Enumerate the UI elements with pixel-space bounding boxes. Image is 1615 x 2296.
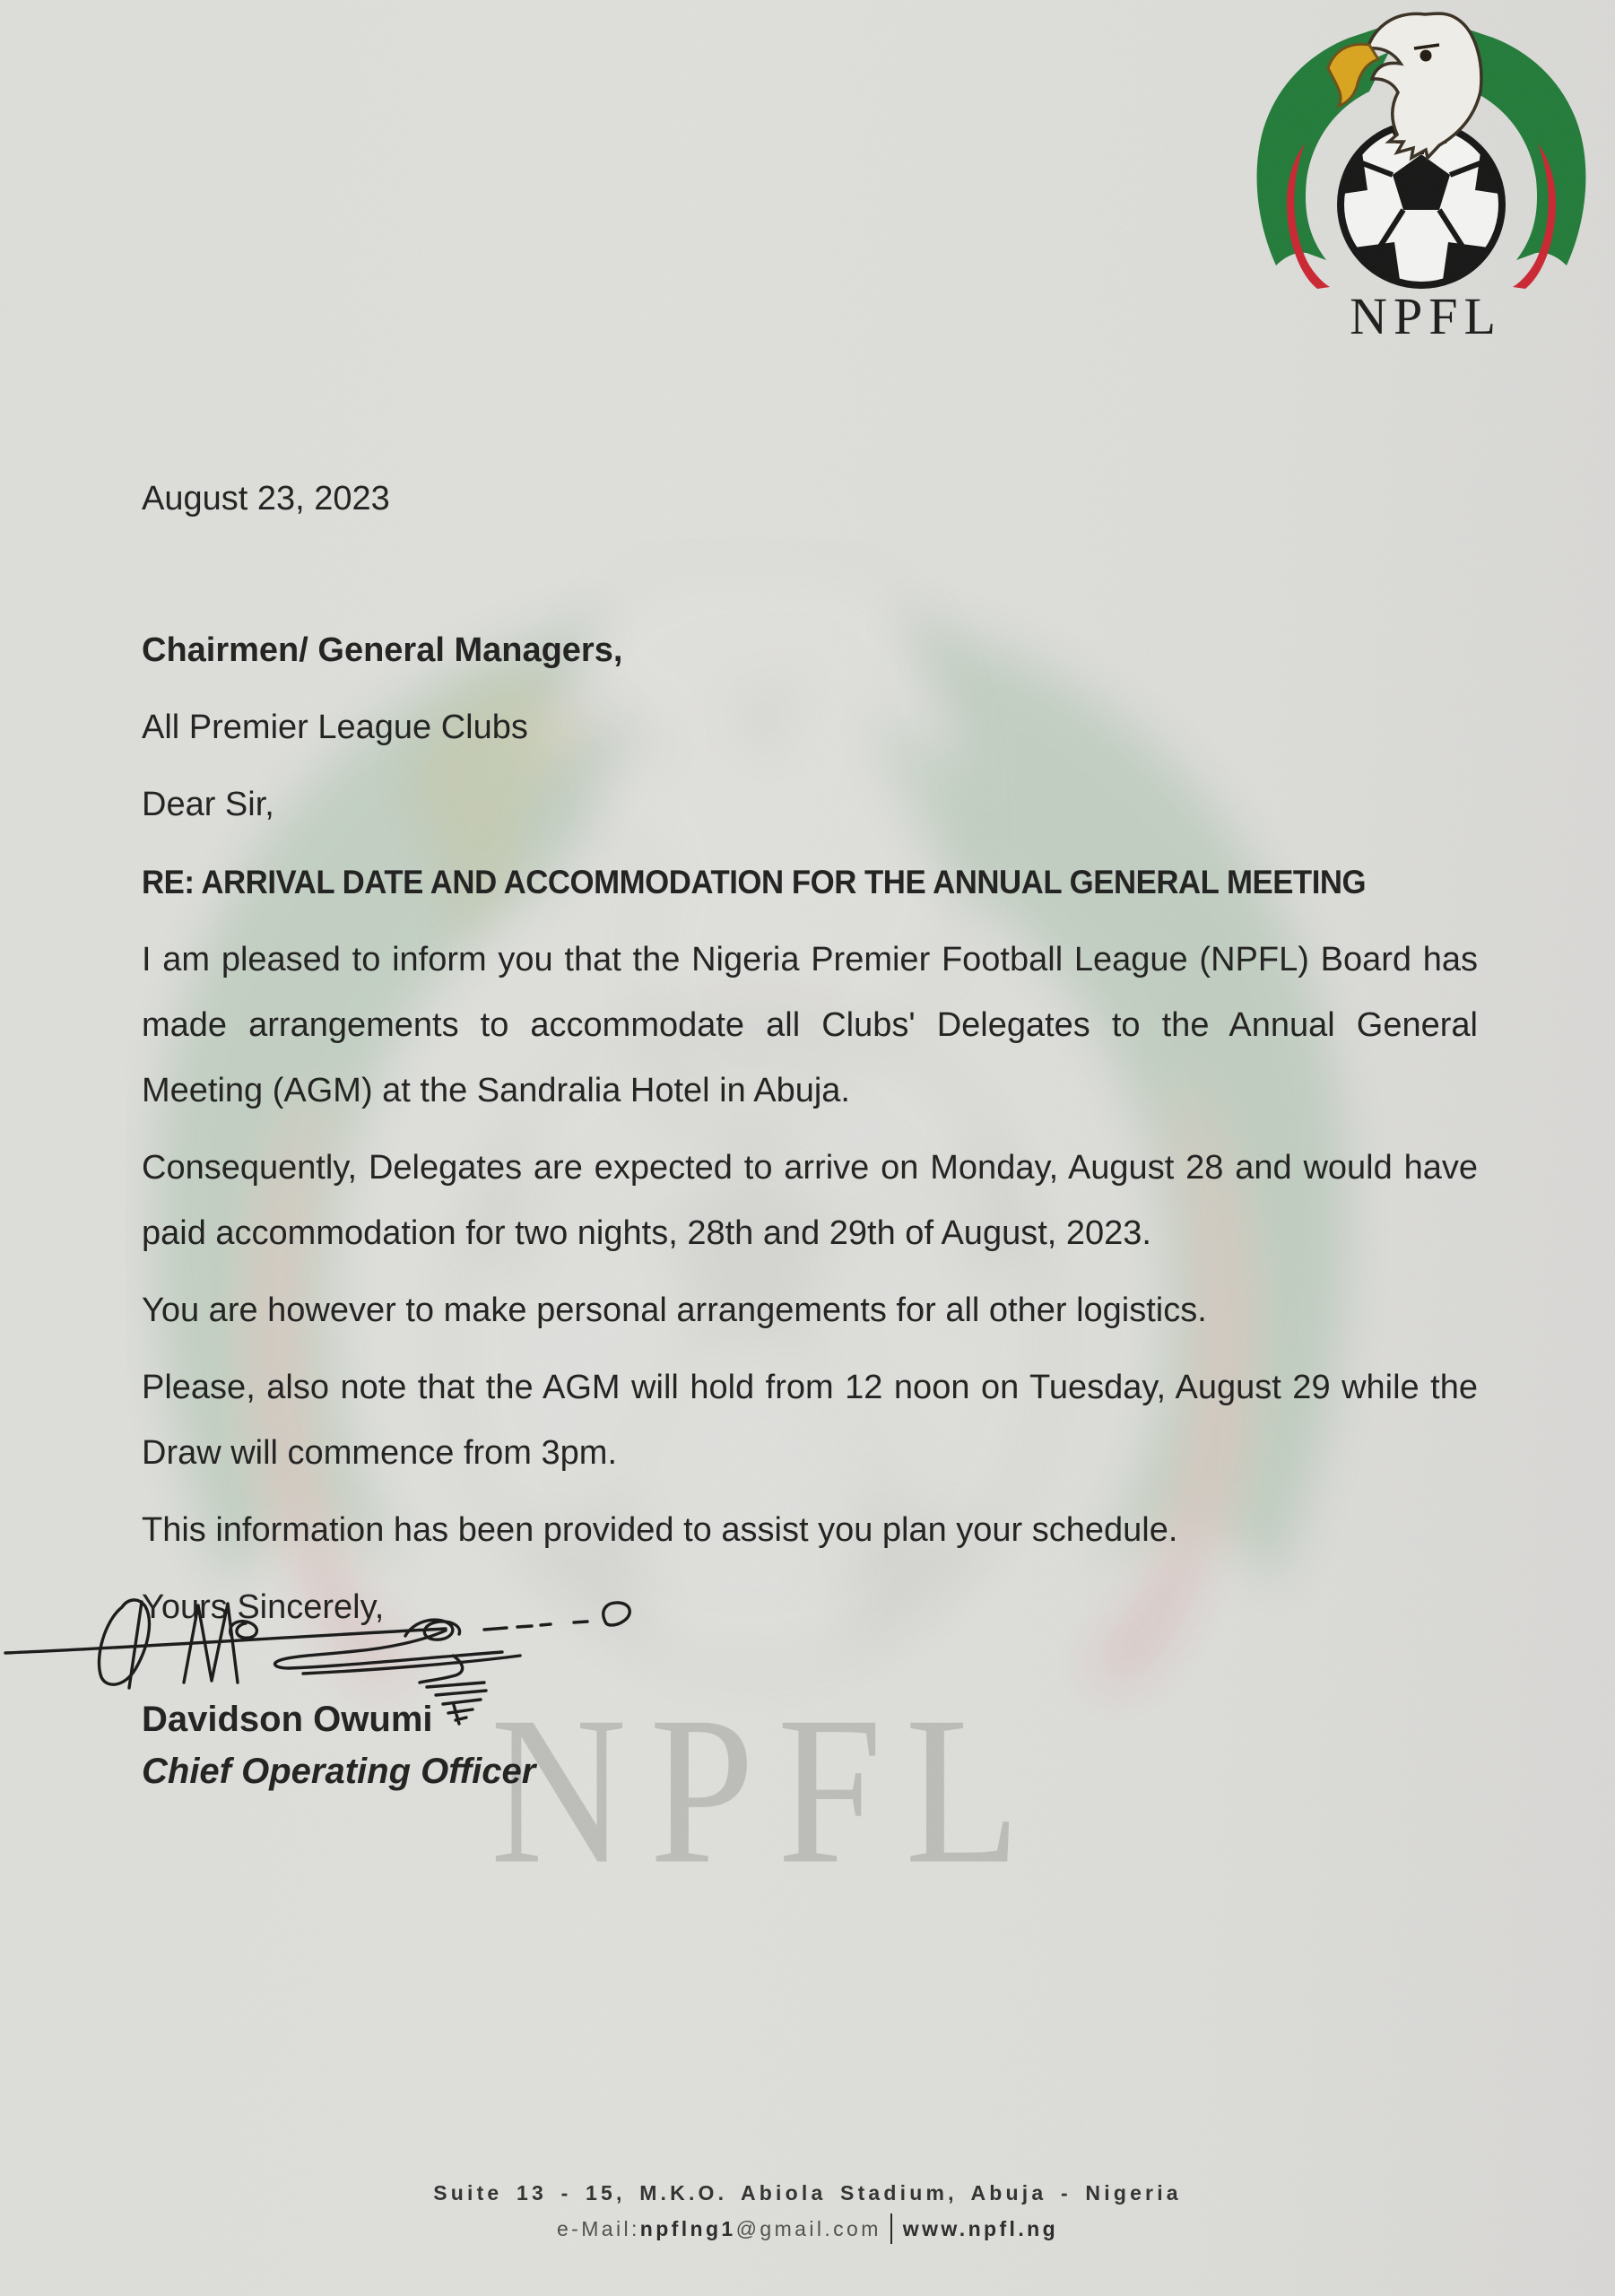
body-paragraph: Please, also note that the AGM will hold from 12 noon on Tuesday, August 29 while the Draw will commence from 3pm. [142, 1369, 1478, 1472]
signatory-title: Chief Operating Officer [142, 1752, 536, 1791]
salutation: Dear Sir, [142, 786, 274, 823]
email-label: e-Mail: [556, 2217, 640, 2240]
email-user: npflng1 [639, 2217, 736, 2240]
recipient-line: All Premier League Clubs [142, 709, 528, 746]
body-paragraph: I am pleased to inform you that the Nigeria Premier Football League (NPFL) Board has made arrangements to accommodate all Clubs' Delegates to the Annual General Meeting (AGM) at the Sandralia Hotel in Abuja. [142, 941, 1478, 1109]
footer [0, 2181, 1615, 2244]
closing-line: Yours Sincerely, [142, 1588, 385, 1626]
body-paragraph: Consequently, Delegates are expected to arrive on Monday, August 28 and would have paid accommodation for two nights, 28th and 29th of August, 2023. [142, 1149, 1478, 1252]
subject-line [142, 849, 1478, 916]
signature-scribble [0, 1596, 682, 1749]
letter-date: August 23, 2023 [142, 480, 390, 517]
footer-contact [0, 2213, 1615, 2244]
email-domain: @gmail.com [735, 2217, 881, 2240]
body-paragraph: This information has been provided to assist you plan your schedule. [142, 1511, 1178, 1549]
signatory-name: Davidson Owumi [142, 1700, 433, 1739]
recipient-line: Chairmen/ General Managers, [142, 631, 623, 669]
body-paragraph: You are however to make personal arrangements for all other logistics. [142, 1292, 1207, 1329]
footer-address: Suite 13 - 15, M.K.O. Abiola Stadium, Abuja - Nigeria [433, 2181, 1182, 2205]
subject-text: RE: ARRIVAL DATE AND ACCOMMODATION FOR THE ANNUAL GENERAL MEETING [142, 864, 1367, 900]
website-url: www.npfl.ng [902, 2217, 1059, 2240]
footer-separator [890, 2213, 892, 2244]
